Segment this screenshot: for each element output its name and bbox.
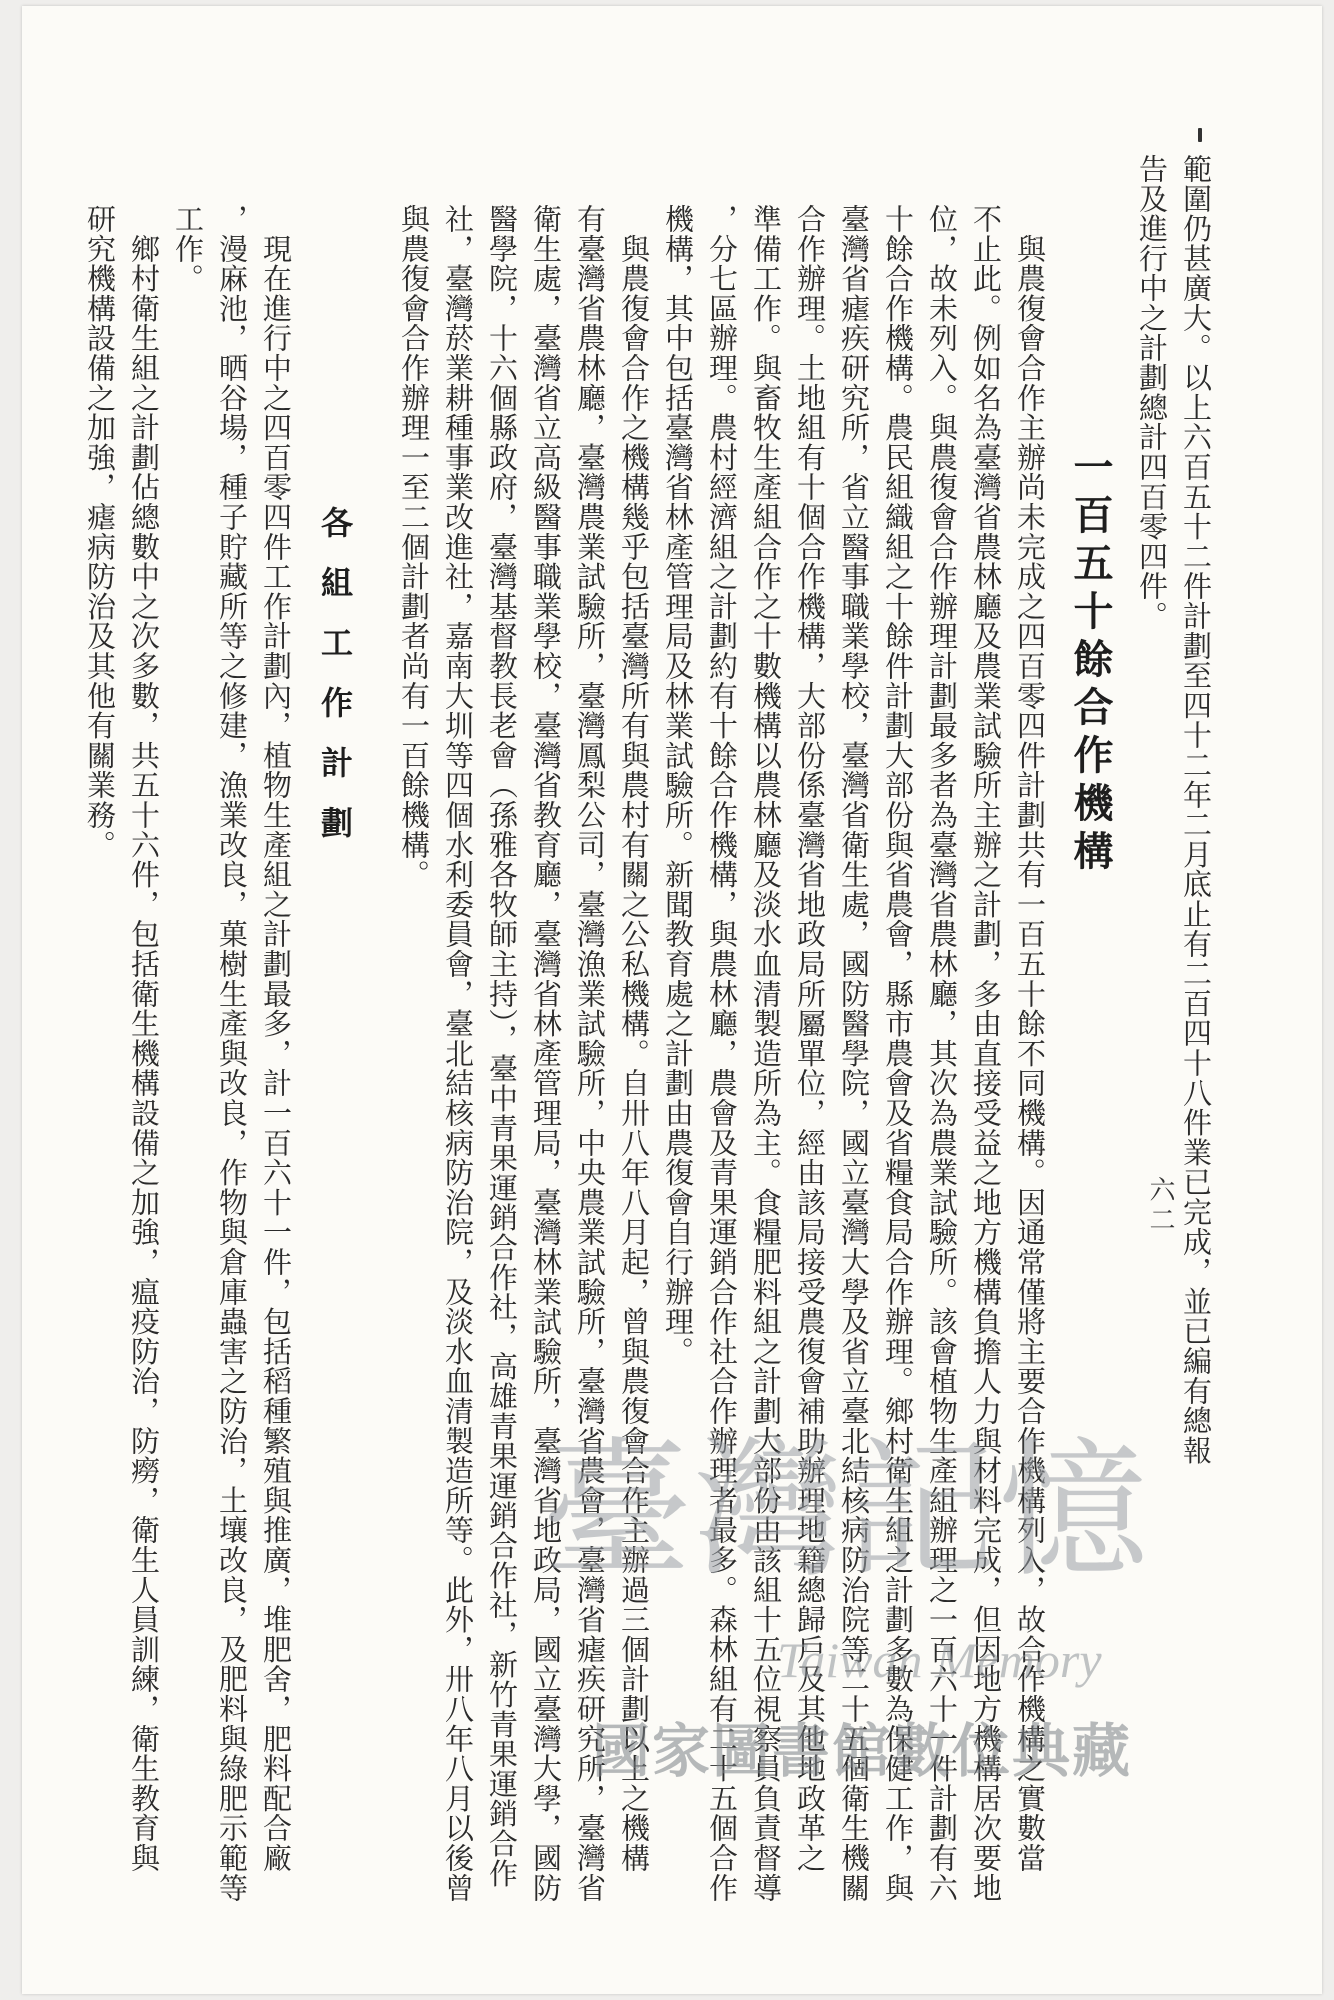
- body-line: ，分七區辦理。農村經濟組之計劃約有十餘合作機構，與農林廳，農會及青果運銷合作社合作辦理者最多。森林組有二十五個合作: [705, 204, 739, 1903]
- body-line: 有臺灣省農林廳，臺灣農業試驗所，臺灣鳳梨公司，臺灣漁業試驗所，中央農業試驗所，臺灣省農會，臺灣省瘧疾研究所，臺灣省: [573, 204, 607, 1903]
- body-line: 合作辦理。土地組有十個合作機構，大部份係臺灣省地政局所屬單位，經由該局接受農復會補助辦理地籍總歸戶及其他地政革之: [793, 204, 827, 1873]
- page-number: 六二: [1145, 1176, 1175, 1236]
- section-heading-cooperating-agencies: 一百五十餘合作機構: [1067, 446, 1114, 878]
- margin-mark: [1198, 128, 1202, 142]
- body-line: 不止此。例如名為臺灣省農林廳及農業試驗所主辦之計劃，多由直接受益之地方機構負擔人力與材料完成，但因地方機構居次要地: [969, 204, 1003, 1903]
- body-line: 現在進行中之四百零四件工作計劃內，植物生產組之計劃最多，計一百六十一件，包括稻種繁殖與推廣，堆肥舍，肥料配合廠: [259, 204, 293, 1873]
- body-line: 準備工作。與畜牧生產組合作之十數機構以農林廳及淡水血清製造所為主。食糧肥料組之計劃大部份由該組十五位視察員負責督導: [749, 204, 783, 1903]
- body-line: ，漫麻池，晒谷場，種子貯藏所等之修建，漁業改良，菓樹生產與改良，作物與倉庫蟲害之防治，土壤改良，及肥料與綠肥示範等: [215, 204, 249, 1903]
- body-line: 與農復會合作之機構幾乎包括臺灣所有與農村有關之公私機構。自卅八年八月起，曾與農復會合作主辦過三個計劃以上之機構: [617, 204, 651, 1873]
- body-line: 與農復會合作主辦尚未完成之四百零四件計劃共有一百五十餘不同機構。因通常僅將主要合作機構列入，故合作機構之實數當: [1013, 204, 1047, 1873]
- body-line: 社，臺灣菸業耕種事業改進社，嘉南大圳等四個水利委員會，臺北結核病防治院，及淡水血清製造所等。此外，卅八年八月以後曾: [441, 204, 475, 1903]
- body-line: 研究機構設備之加強，瘧病防治及其他有關業務。: [83, 204, 117, 860]
- body-line: 醫學院，十六個縣政府，臺灣基督教長老會（孫雅各牧師主持），臺中青果運銷合作社，高雄青果運銷合作社，新竹青果運銷合作: [485, 204, 519, 1889]
- body-line: 衛生處，臺灣省立高級醫事職業學校，臺灣省教育廳，臺灣省林產管理局，臺灣林業試驗所，臺灣省地政局，國立臺灣大學，國防: [529, 204, 563, 1903]
- body-line: 鄉村衛生組之計劃佔總數中之次多數，共五十六件，包括衛生機構設備之加強，瘟疫防治，防癆，衛生人員訓練，衛生教育與: [127, 204, 161, 1873]
- body-line: 機構，其中包括臺灣省林產管理局及林業試驗所。新聞教育處之計劃由農復會自行辦理。: [661, 204, 695, 1367]
- watermark-institution: 國家圖書館數位典藏: [592, 1717, 1133, 1785]
- body-line: 工作。: [171, 204, 205, 294]
- body-line: 位，故未列入。與農復會合作辦理計劃最多者為臺灣省農林廳，其次為農業試驗所。該會植物生產組辦理之一百六十一件計劃有六: [925, 204, 959, 1903]
- intro-line-2: 告及進行中之計劃總計四百零四件。: [1135, 154, 1169, 631]
- body-line: 十餘合作機構。農民組織組之十餘件計劃大部份與省農會，縣市農會及省糧食局合作辦理。鄉村衛生組之計劃多數為保健工作，與: [881, 204, 915, 1903]
- library-watermark: [542, 1424, 1262, 1856]
- intro-line-1: 範圍仍甚廣大。以上六百五十二件計劃至四十二年二月底止有二百四十八件業已完成，並已編有總報: [1179, 154, 1213, 1466]
- watermark-logo-text: 臺灣記憶: [542, 1424, 1151, 1598]
- body-line: 與農復會合作辦理一至二個計劃者尚有一百餘機構。: [397, 204, 431, 890]
- document-page: [22, 6, 1322, 1994]
- section-heading-work-plans: 各組工作計劃: [316, 506, 354, 866]
- body-line: 臺灣省瘧疾研究所，省立醫事職業學校，臺灣省衛生處，國防醫學院，國立臺灣大學及省立臺北結核病防治院等二十五個衛生機關: [837, 204, 871, 1903]
- watermark-english: Taiwan Memory: [777, 1632, 1102, 1688]
